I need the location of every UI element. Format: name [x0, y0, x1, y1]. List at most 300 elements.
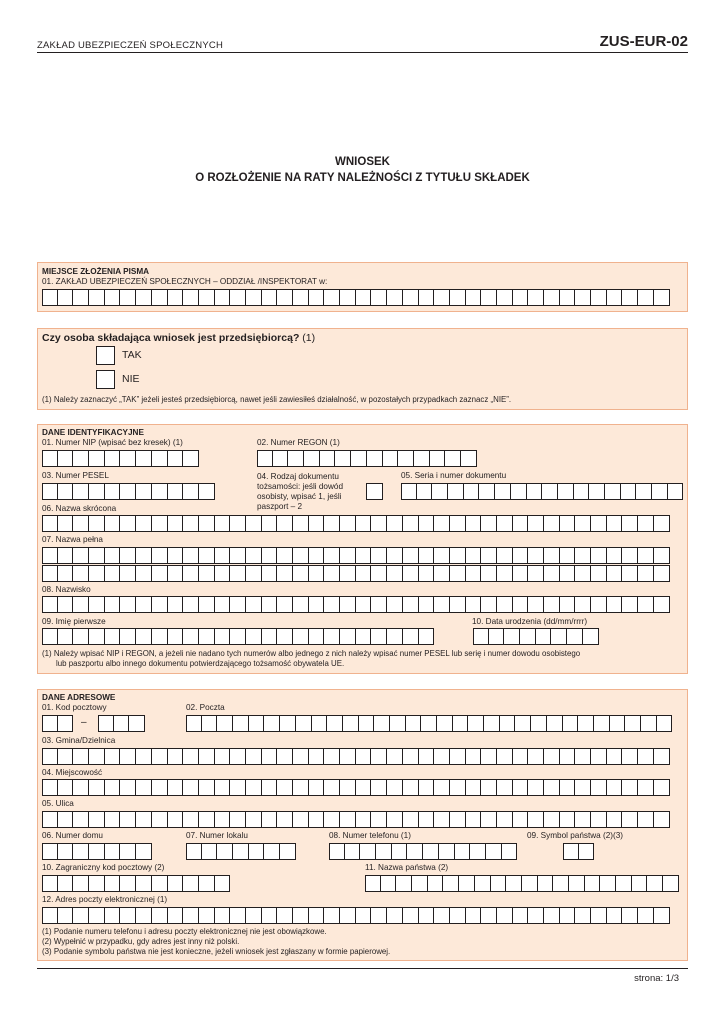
char-cell[interactable] — [654, 748, 670, 765]
char-cell[interactable] — [199, 811, 215, 828]
char-cell[interactable] — [120, 483, 136, 500]
char-cell[interactable] — [468, 715, 484, 732]
char-cell[interactable] — [168, 289, 184, 306]
char-cell[interactable] — [152, 289, 168, 306]
char-cell[interactable] — [502, 843, 518, 860]
char-cell[interactable] — [152, 628, 168, 645]
char-cell[interactable] — [42, 715, 58, 732]
char-cell[interactable] — [199, 875, 215, 892]
char-cell[interactable] — [481, 565, 497, 582]
char-cell[interactable] — [504, 628, 520, 645]
char-cell[interactable] — [632, 875, 648, 892]
char-cell[interactable] — [230, 596, 246, 613]
char-cell[interactable] — [277, 811, 293, 828]
char-cell[interactable] — [567, 628, 583, 645]
char-cell[interactable] — [403, 289, 419, 306]
char-cell[interactable] — [621, 483, 637, 500]
char-cell[interactable] — [491, 875, 507, 892]
char-cell[interactable] — [293, 811, 309, 828]
char-cell[interactable] — [528, 565, 544, 582]
char-cell[interactable] — [497, 596, 513, 613]
char-cell[interactable] — [42, 547, 58, 564]
char-cell[interactable] — [136, 596, 152, 613]
char-cell[interactable] — [183, 547, 199, 564]
char-cell[interactable] — [381, 875, 397, 892]
field-street-input[interactable] — [42, 811, 670, 828]
char-cell[interactable] — [264, 843, 280, 860]
char-cell[interactable] — [574, 483, 590, 500]
char-cell[interactable] — [105, 811, 121, 828]
char-cell[interactable] — [73, 628, 89, 645]
char-cell[interactable] — [105, 875, 121, 892]
char-cell[interactable] — [329, 843, 345, 860]
char-cell[interactable] — [591, 779, 607, 796]
char-cell[interactable] — [152, 811, 168, 828]
char-cell[interactable] — [419, 811, 435, 828]
char-cell[interactable] — [168, 779, 184, 796]
char-cell[interactable] — [528, 748, 544, 765]
char-cell[interactable] — [479, 483, 495, 500]
char-cell[interactable] — [168, 596, 184, 613]
char-cell[interactable] — [376, 843, 392, 860]
char-cell[interactable] — [136, 515, 152, 532]
char-cell[interactable] — [544, 547, 560, 564]
char-cell[interactable] — [262, 547, 278, 564]
char-cell[interactable] — [528, 289, 544, 306]
field-house-input[interactable] — [42, 843, 152, 860]
char-cell[interactable] — [277, 565, 293, 582]
char-cell[interactable] — [434, 289, 450, 306]
char-cell[interactable] — [544, 811, 560, 828]
char-cell[interactable] — [340, 596, 356, 613]
char-cell[interactable] — [569, 875, 585, 892]
field-full-name-input-1[interactable] — [42, 547, 670, 564]
char-cell[interactable] — [215, 515, 231, 532]
char-cell[interactable] — [324, 907, 340, 924]
char-cell[interactable] — [466, 547, 482, 564]
char-cell[interactable] — [105, 483, 121, 500]
char-cell[interactable] — [560, 289, 576, 306]
char-cell[interactable] — [390, 715, 406, 732]
field-doc-type-input[interactable] — [366, 483, 383, 500]
char-cell[interactable] — [544, 748, 560, 765]
char-cell[interactable] — [293, 779, 309, 796]
char-cell[interactable] — [304, 450, 320, 467]
char-cell[interactable] — [607, 748, 623, 765]
char-cell[interactable] — [668, 483, 684, 500]
char-cell[interactable] — [42, 483, 58, 500]
char-cell[interactable] — [419, 907, 435, 924]
char-cell[interactable] — [89, 875, 105, 892]
char-cell[interactable] — [42, 779, 58, 796]
char-cell[interactable] — [356, 565, 372, 582]
char-cell[interactable] — [371, 907, 387, 924]
char-cell[interactable] — [575, 565, 591, 582]
char-cell[interactable] — [392, 843, 408, 860]
char-cell[interactable] — [528, 811, 544, 828]
char-cell[interactable] — [403, 515, 419, 532]
char-cell[interactable] — [280, 715, 296, 732]
char-cell[interactable] — [262, 596, 278, 613]
char-cell[interactable] — [199, 628, 215, 645]
char-cell[interactable] — [183, 289, 199, 306]
char-cell[interactable] — [387, 811, 403, 828]
char-cell[interactable] — [607, 515, 623, 532]
char-cell[interactable] — [638, 907, 654, 924]
char-cell[interactable] — [500, 715, 516, 732]
char-cell[interactable] — [324, 289, 340, 306]
char-cell[interactable] — [136, 547, 152, 564]
char-cell[interactable] — [396, 875, 412, 892]
char-cell[interactable] — [324, 811, 340, 828]
char-cell[interactable] — [324, 565, 340, 582]
char-cell[interactable] — [120, 748, 136, 765]
char-cell[interactable] — [591, 565, 607, 582]
char-cell[interactable] — [136, 565, 152, 582]
char-cell[interactable] — [58, 907, 74, 924]
char-cell[interactable] — [481, 907, 497, 924]
char-cell[interactable] — [215, 565, 231, 582]
char-cell[interactable] — [371, 596, 387, 613]
char-cell[interactable] — [73, 565, 89, 582]
char-cell[interactable] — [168, 565, 184, 582]
char-cell[interactable] — [293, 515, 309, 532]
char-cell[interactable] — [152, 483, 168, 500]
char-cell[interactable] — [387, 628, 403, 645]
char-cell[interactable] — [497, 289, 513, 306]
char-cell[interactable] — [610, 715, 626, 732]
char-cell[interactable] — [183, 628, 199, 645]
char-cell[interactable] — [450, 547, 466, 564]
char-cell[interactable] — [654, 565, 670, 582]
field-post-input[interactable] — [186, 715, 672, 732]
char-cell[interactable] — [481, 289, 497, 306]
char-cell[interactable] — [136, 779, 152, 796]
char-cell[interactable] — [607, 289, 623, 306]
char-cell[interactable] — [356, 547, 372, 564]
char-cell[interactable] — [638, 565, 654, 582]
char-cell[interactable] — [387, 907, 403, 924]
char-cell[interactable] — [371, 515, 387, 532]
char-cell[interactable] — [497, 811, 513, 828]
char-cell[interactable] — [466, 811, 482, 828]
char-cell[interactable] — [186, 715, 202, 732]
char-cell[interactable] — [152, 907, 168, 924]
char-cell[interactable] — [105, 843, 121, 860]
char-cell[interactable] — [136, 907, 152, 924]
char-cell[interactable] — [513, 779, 529, 796]
char-cell[interactable] — [398, 450, 414, 467]
char-cell[interactable] — [73, 811, 89, 828]
char-cell[interactable] — [371, 565, 387, 582]
char-cell[interactable] — [230, 779, 246, 796]
field-commune-input[interactable] — [42, 748, 670, 765]
char-cell[interactable] — [293, 596, 309, 613]
char-cell[interactable] — [407, 843, 423, 860]
checkbox-no[interactable] — [96, 370, 115, 389]
char-cell[interactable] — [527, 483, 543, 500]
char-cell[interactable] — [262, 811, 278, 828]
char-cell[interactable] — [544, 515, 560, 532]
char-cell[interactable] — [120, 779, 136, 796]
char-cell[interactable] — [481, 547, 497, 564]
char-cell[interactable] — [309, 907, 325, 924]
char-cell[interactable] — [89, 565, 105, 582]
char-cell[interactable] — [105, 547, 121, 564]
char-cell[interactable] — [277, 628, 293, 645]
char-cell[interactable] — [481, 779, 497, 796]
char-cell[interactable] — [403, 779, 419, 796]
char-cell[interactable] — [199, 515, 215, 532]
char-cell[interactable] — [579, 843, 595, 860]
char-cell[interactable] — [215, 289, 231, 306]
field-flat-input[interactable] — [186, 843, 296, 860]
char-cell[interactable] — [324, 596, 340, 613]
char-cell[interactable] — [513, 289, 529, 306]
char-cell[interactable] — [168, 515, 184, 532]
char-cell[interactable] — [136, 450, 152, 467]
char-cell[interactable] — [58, 289, 74, 306]
char-cell[interactable] — [453, 715, 469, 732]
char-cell[interactable] — [105, 596, 121, 613]
char-cell[interactable] — [481, 596, 497, 613]
char-cell[interactable] — [168, 483, 184, 500]
char-cell[interactable] — [277, 547, 293, 564]
char-cell[interactable] — [473, 628, 489, 645]
char-cell[interactable] — [230, 628, 246, 645]
char-cell[interactable] — [199, 289, 215, 306]
char-cell[interactable] — [199, 565, 215, 582]
char-cell[interactable] — [419, 748, 435, 765]
char-cell[interactable] — [575, 811, 591, 828]
char-cell[interactable] — [233, 843, 249, 860]
char-cell[interactable] — [120, 450, 136, 467]
char-cell[interactable] — [406, 715, 422, 732]
char-cell[interactable] — [459, 875, 475, 892]
char-cell[interactable] — [246, 289, 262, 306]
field-birth-date-input[interactable] — [473, 628, 599, 645]
char-cell[interactable] — [58, 596, 74, 613]
char-cell[interactable] — [42, 628, 58, 645]
char-cell[interactable] — [528, 547, 544, 564]
char-cell[interactable] — [515, 715, 531, 732]
char-cell[interactable] — [450, 515, 466, 532]
char-cell[interactable] — [547, 715, 563, 732]
char-cell[interactable] — [387, 596, 403, 613]
char-cell[interactable] — [450, 748, 466, 765]
char-cell[interactable] — [657, 715, 673, 732]
char-cell[interactable] — [607, 596, 623, 613]
char-cell[interactable] — [230, 811, 246, 828]
char-cell[interactable] — [528, 515, 544, 532]
char-cell[interactable] — [591, 907, 607, 924]
char-cell[interactable] — [345, 843, 361, 860]
char-cell[interactable] — [340, 565, 356, 582]
char-cell[interactable] — [575, 515, 591, 532]
char-cell[interactable] — [233, 715, 249, 732]
char-cell[interactable] — [73, 483, 89, 500]
char-cell[interactable] — [309, 596, 325, 613]
char-cell[interactable] — [262, 907, 278, 924]
char-cell[interactable] — [340, 779, 356, 796]
char-cell[interactable] — [89, 748, 105, 765]
char-cell[interactable] — [542, 483, 558, 500]
char-cell[interactable] — [215, 811, 231, 828]
char-cell[interactable] — [466, 779, 482, 796]
char-cell[interactable] — [360, 843, 376, 860]
char-cell[interactable] — [230, 289, 246, 306]
char-cell[interactable] — [199, 547, 215, 564]
char-cell[interactable] — [484, 715, 500, 732]
char-cell[interactable] — [168, 875, 184, 892]
char-cell[interactable] — [309, 289, 325, 306]
char-cell[interactable] — [437, 715, 453, 732]
char-cell[interactable] — [419, 289, 435, 306]
char-cell[interactable] — [324, 748, 340, 765]
char-cell[interactable] — [481, 515, 497, 532]
char-cell[interactable] — [58, 779, 74, 796]
char-cell[interactable] — [293, 907, 309, 924]
char-cell[interactable] — [152, 596, 168, 613]
char-cell[interactable] — [343, 715, 359, 732]
char-cell[interactable] — [663, 875, 679, 892]
char-cell[interactable] — [638, 779, 654, 796]
char-cell[interactable] — [120, 596, 136, 613]
char-cell[interactable] — [497, 565, 513, 582]
char-cell[interactable] — [591, 547, 607, 564]
char-cell[interactable] — [486, 843, 502, 860]
char-cell[interactable] — [371, 628, 387, 645]
field-foreign-postal-input[interactable] — [42, 875, 230, 892]
char-cell[interactable] — [183, 515, 199, 532]
char-cell[interactable] — [89, 289, 105, 306]
char-cell[interactable] — [489, 628, 505, 645]
char-cell[interactable] — [351, 450, 367, 467]
char-cell[interactable] — [434, 748, 450, 765]
char-cell[interactable] — [293, 748, 309, 765]
char-cell[interactable] — [434, 515, 450, 532]
char-cell[interactable] — [105, 779, 121, 796]
char-cell[interactable] — [591, 289, 607, 306]
char-cell[interactable] — [340, 907, 356, 924]
checkbox-yes[interactable] — [96, 346, 115, 365]
char-cell[interactable] — [450, 565, 466, 582]
char-cell[interactable] — [89, 628, 105, 645]
char-cell[interactable] — [403, 907, 419, 924]
char-cell[interactable] — [73, 843, 89, 860]
char-cell[interactable] — [105, 628, 121, 645]
char-cell[interactable] — [464, 483, 480, 500]
char-cell[interactable] — [262, 289, 278, 306]
char-cell[interactable] — [89, 811, 105, 828]
char-cell[interactable] — [183, 596, 199, 613]
char-cell[interactable] — [356, 748, 372, 765]
char-cell[interactable] — [387, 779, 403, 796]
char-cell[interactable] — [309, 748, 325, 765]
char-cell[interactable] — [638, 515, 654, 532]
char-cell[interactable] — [152, 565, 168, 582]
char-cell[interactable] — [324, 547, 340, 564]
char-cell[interactable] — [340, 547, 356, 564]
field-phone-input[interactable] — [329, 843, 517, 860]
char-cell[interactable] — [553, 875, 569, 892]
char-cell[interactable] — [607, 779, 623, 796]
char-cell[interactable] — [481, 811, 497, 828]
char-cell[interactable] — [450, 289, 466, 306]
char-cell[interactable] — [324, 515, 340, 532]
char-cell[interactable] — [152, 748, 168, 765]
char-cell[interactable] — [356, 515, 372, 532]
char-cell[interactable] — [273, 450, 289, 467]
char-cell[interactable] — [183, 907, 199, 924]
char-cell[interactable] — [600, 875, 616, 892]
char-cell[interactable] — [578, 715, 594, 732]
char-cell[interactable] — [401, 483, 417, 500]
char-cell[interactable] — [423, 843, 439, 860]
char-cell[interactable] — [575, 907, 591, 924]
char-cell[interactable] — [120, 843, 136, 860]
char-cell[interactable] — [293, 289, 309, 306]
char-cell[interactable] — [114, 715, 130, 732]
char-cell[interactable] — [455, 843, 471, 860]
field-regon-input[interactable] — [257, 450, 477, 467]
char-cell[interactable] — [42, 450, 58, 467]
char-cell[interactable] — [120, 289, 136, 306]
char-cell[interactable] — [136, 289, 152, 306]
char-cell[interactable] — [105, 515, 121, 532]
char-cell[interactable] — [136, 628, 152, 645]
char-cell[interactable] — [152, 515, 168, 532]
char-cell[interactable] — [73, 907, 89, 924]
char-cell[interactable] — [105, 289, 121, 306]
char-cell[interactable] — [246, 565, 262, 582]
char-cell[interactable] — [309, 628, 325, 645]
char-cell[interactable] — [419, 779, 435, 796]
char-cell[interactable] — [589, 483, 605, 500]
char-cell[interactable] — [607, 547, 623, 564]
char-cell[interactable] — [335, 450, 351, 467]
char-cell[interactable] — [563, 715, 579, 732]
char-cell[interactable] — [327, 715, 343, 732]
char-cell[interactable] — [168, 811, 184, 828]
char-cell[interactable] — [622, 779, 638, 796]
char-cell[interactable] — [591, 748, 607, 765]
char-cell[interactable] — [575, 748, 591, 765]
char-cell[interactable] — [528, 779, 544, 796]
char-cell[interactable] — [42, 596, 58, 613]
char-cell[interactable] — [583, 628, 599, 645]
char-cell[interactable] — [417, 483, 433, 500]
char-cell[interactable] — [419, 596, 435, 613]
char-cell[interactable] — [511, 483, 527, 500]
char-cell[interactable] — [246, 811, 262, 828]
char-cell[interactable] — [202, 715, 218, 732]
char-cell[interactable] — [98, 715, 114, 732]
char-cell[interactable] — [120, 547, 136, 564]
char-cell[interactable] — [230, 907, 246, 924]
char-cell[interactable] — [622, 748, 638, 765]
char-cell[interactable] — [654, 907, 670, 924]
char-cell[interactable] — [120, 875, 136, 892]
field-surname-input[interactable] — [42, 596, 670, 613]
char-cell[interactable] — [262, 515, 278, 532]
char-cell[interactable] — [215, 596, 231, 613]
char-cell[interactable] — [520, 628, 536, 645]
char-cell[interactable] — [387, 748, 403, 765]
char-cell[interactable] — [563, 843, 579, 860]
char-cell[interactable] — [448, 483, 464, 500]
char-cell[interactable] — [544, 289, 560, 306]
